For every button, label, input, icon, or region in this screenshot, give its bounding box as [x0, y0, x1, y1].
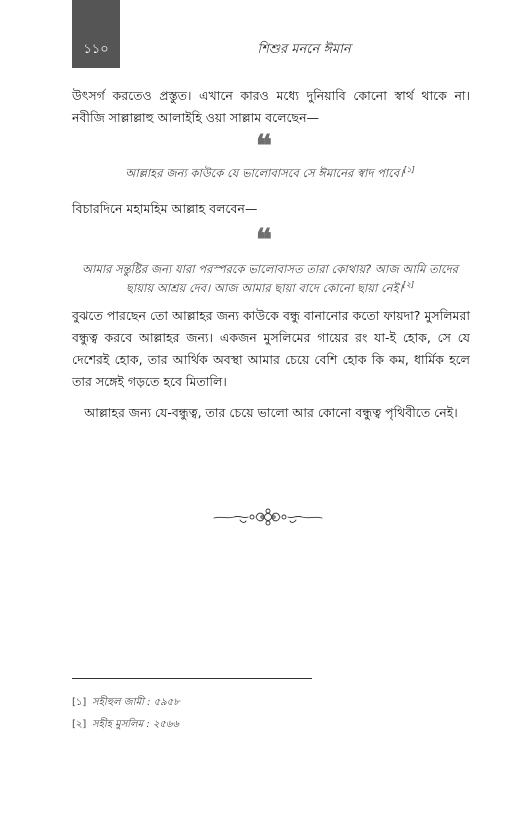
- body-paragraph-3: বুঝতে পারছেন তো আল্লাহর জন্য কাউকে বন্ধু বানানোর কতো ফায়দা? মুসলিমরা বন্ধুত্ব করবে আল্লাহর জন্য। একজন মুসলিমের গায়ের রং যা-ই হোক, সে যে দেশেরই হোক, তার আর্থিক অবস্থা আমার চেয়ে বেশি হোক কি কম, ধার্মিক হলে তার সঙ্গেই গড়তে হবে মিতালি।: [72, 308, 470, 389]
- footnote-2-text: সহীহ মুসলিম : ২৫৬৬: [92, 719, 179, 730]
- footnote-2: [72, 718, 179, 732]
- hadith-quote-1-text: আল্লাহর জন্য কাউকে যে ভালোবাসবে সে ঈমানের স্বাদ পাবে।: [125, 166, 404, 180]
- footnote-ref-1[interactable]: [১]: [403, 165, 415, 175]
- running-head-title: শিশুর মননে ঈমান: [257, 42, 351, 57]
- hadith-quote-2-text: আমার সন্তুষ্টির জন্য যারা পরস্পরকে ভালোবাসত তারা কোথায়? আজ আমি তাদের ছায়ায় আশ্রয় দেব। আজ আমার ছায়া বাদে কোনো ছায়া নেই।: [82, 262, 458, 295]
- footnote-2-marker: [২]: [72, 719, 87, 730]
- floral-ornament-icon: [212, 506, 324, 528]
- quote-mark-icon: ❝: [255, 129, 273, 164]
- footnote-1-text: সহীহুল জামী : ৫৯৫৮: [92, 697, 180, 708]
- hadith-quote-2: [82, 260, 458, 298]
- body-paragraph-2: বিচারদিনে মহামহিম আল্লাহ বলবেন—: [72, 201, 258, 216]
- footnote-1: [72, 696, 180, 710]
- footnote-ref-2[interactable]: [২]: [402, 280, 415, 290]
- quote-mark-icon: ❝: [255, 223, 273, 258]
- body-paragraph-1: উৎসর্গ করতেও প্রস্তুত। এখানে কারও মধ্যে দুনিয়াবি কোনো স্বার্থ থাকে না। নবীজি সাল্লাল্লাহু আলাইহি ওয়া সাল্লাম বলেছেন—: [72, 88, 470, 125]
- body-paragraph-4: আল্লাহর জন্য যে-বন্ধুত্ব, তার চেয়ে ভালো আর কোনো বন্ধুত্ব পৃথিবীতে নেই।: [84, 405, 458, 420]
- footnote-divider: [72, 678, 312, 679]
- hadith-quote-1: [82, 164, 458, 183]
- page-number: ১১০: [83, 42, 109, 57]
- footnote-1-marker: [১]: [72, 697, 87, 708]
